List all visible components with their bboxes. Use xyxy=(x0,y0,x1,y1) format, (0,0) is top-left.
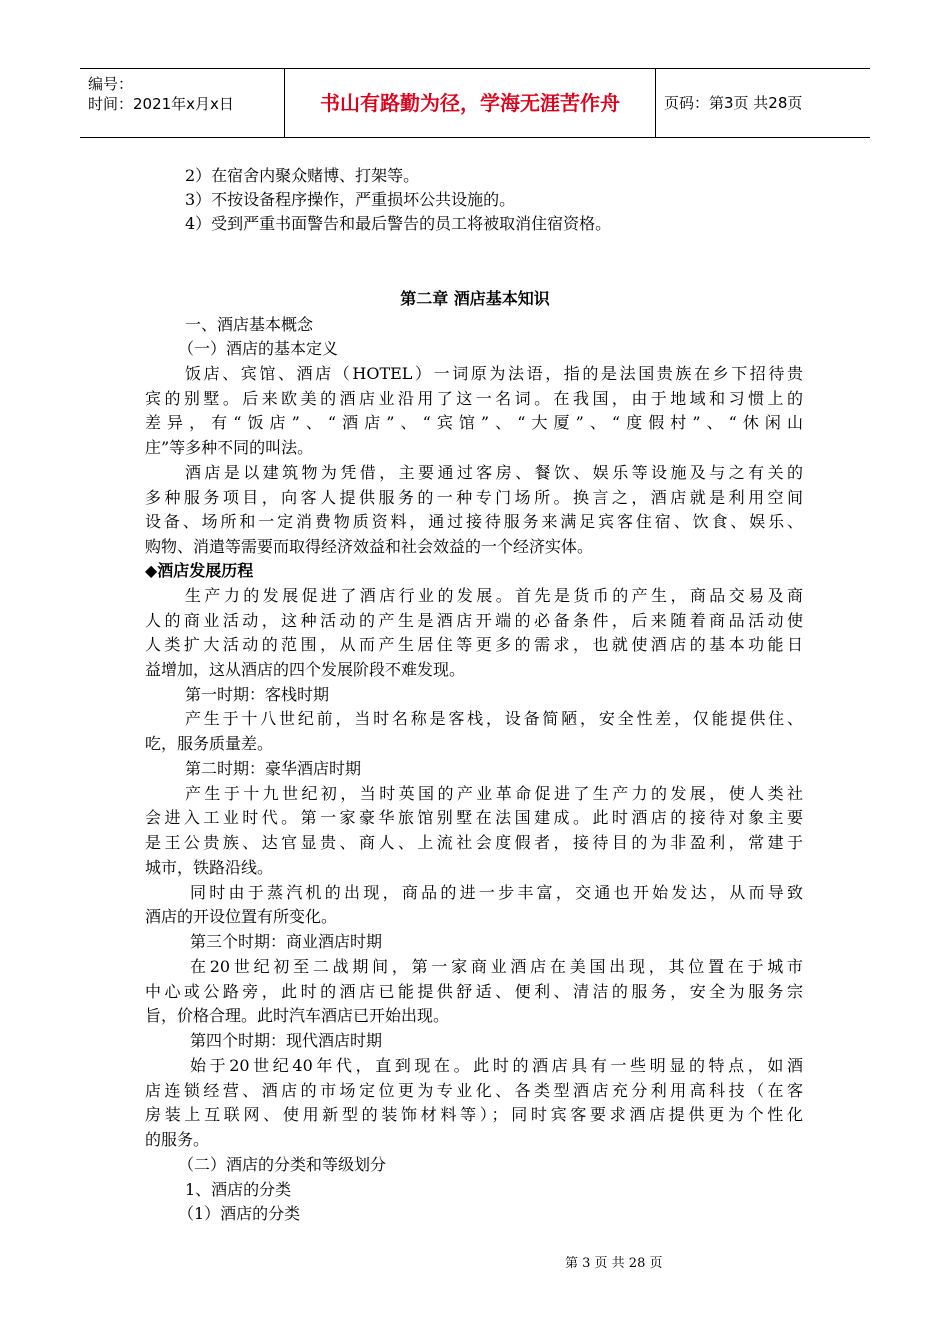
text-line: 酒店的开设位置有所变化。 xyxy=(145,907,338,926)
text-line: 庄”等多种不同的叫法。 xyxy=(145,438,314,457)
text-line: 1、酒店的分类 xyxy=(185,1180,292,1199)
section-heading: 一、酒店基本概念 xyxy=(185,315,314,334)
text-line: 人类扩大活动的范围，从而产生居住等更多的需求，也就使酒店的基本功能日 xyxy=(145,635,803,654)
period-heading: 第四个时期：现代酒店时期 xyxy=(190,1031,383,1050)
text-line: 益增加，这从酒店的四个发展阶段不难发现。 xyxy=(145,660,466,679)
header-page-info: 页码：第3页 共28页 xyxy=(664,94,803,112)
time-label: 时间：2021年x月x日 xyxy=(88,95,234,113)
document-header xyxy=(80,68,870,138)
text-line: （1）酒店的分类 xyxy=(178,1204,301,1223)
period-heading: 第一时期：客栈时期 xyxy=(185,685,330,704)
text-line: 旨，价格合理。此时汽车酒店已开始出现。 xyxy=(145,1006,450,1025)
text-line: 产生于十八世纪前，当时名称是客栈，设备简陋，安全性差，仅能提供住、 xyxy=(185,709,803,728)
text-line: 房装上互联网、使用新型的装饰材料等）；同时宾客要求酒店提供更为个性化 xyxy=(145,1105,803,1124)
chapter-title: 第二章 酒店基本知识 xyxy=(400,289,550,308)
period-heading: 第二时期：豪华酒店时期 xyxy=(185,759,362,778)
text-line: 生产力的发展促进了酒店行业的发展。首先是货币的产生，商品交易及商 xyxy=(185,586,803,605)
text-line: 中心或公路旁，此时的酒店已能提供舒适、便利、清洁的服务，安全为服务宗 xyxy=(145,982,803,1001)
subsection-heading: （一）酒店的基本定义 xyxy=(178,339,339,358)
text-line: 多种服务项目，向客人提供服务的一种专门场所。换言之，酒店就是利用空间 xyxy=(145,488,803,507)
subsection-heading: （二）酒店的分类和等级划分 xyxy=(178,1155,387,1174)
text-line: 饭店、宾馆、酒店（HOTEL）一词原为法语，指的是法国贵族在乡下招待贵 xyxy=(185,364,803,383)
header-motto: 书山有路勤为径，学海无涯苦作舟 xyxy=(320,91,620,115)
header-meta xyxy=(80,69,284,137)
bold-heading: ◆酒店发展历程 xyxy=(145,561,254,580)
header-divider xyxy=(655,69,656,137)
number-label: 编号： xyxy=(88,75,134,93)
text-line: 酒店是以建筑物为凭借，主要通过客房、餐饮、娱乐等设施及与之有关的 xyxy=(185,463,803,482)
text-line: 店连锁经营、酒店的市场定位更为专业化、各类型酒店充分利用高科技（在客 xyxy=(145,1081,803,1100)
page-footer: 第 3 页 共 28 页 xyxy=(565,1256,663,1271)
text-line: 始于20世纪40年代，直到现在。此时的酒店具有一些明显的特点，如酒 xyxy=(190,1056,803,1075)
text-line: 的服务。 xyxy=(145,1130,210,1149)
text-line: 差异，有“饭店”、“酒店”、“宾馆”、“大厦”、“度假村”、“休闲山 xyxy=(145,413,803,432)
text-line: 在20世纪初至二战期间，第一家商业酒店在美国出现，其位置在于城市 xyxy=(190,957,803,976)
text-line: 购物、消遣等需要而取得经济效益和社会效益的一个经济实体。 xyxy=(145,537,594,556)
text-line: 城市，铁路沿线。 xyxy=(145,858,274,877)
text-line: 设备、场所和一定消费物质资料，通过接待服务来满足宾客住宿、饮食、娱乐、 xyxy=(145,512,803,531)
text-line: 2）在宿舍内聚众赌博、打架等。 xyxy=(185,166,420,185)
period-heading: 第三个时期：商业酒店时期 xyxy=(190,932,383,951)
text-line: 宾的别墅。后来欧美的酒店业沿用了这一名词。在我国，由于地域和习惯上的 xyxy=(145,389,803,408)
text-line: 会进入工业时代。第一家豪华旅馆别墅在法国建成。此时酒店的接待对象主要 xyxy=(145,808,803,827)
text-line: 吃，服务质量差。 xyxy=(145,734,274,753)
text-line: 人的商业活动，这种活动的产生是酒店开端的必备条件，后来随着商品活动使 xyxy=(145,611,803,630)
text-line: 产生于十九世纪初，当时英国的产业革命促进了生产力的发展，使人类社 xyxy=(185,784,803,803)
text-line: 4）受到严重书面警告和最后警告的员工将被取消住宿资格。 xyxy=(185,214,612,233)
text-line: 3）不按设备程序操作，严重损坏公共设施的。 xyxy=(185,190,516,209)
text-line: 是王公贵族、达官显贵、商人、上流社会度假者，接待目的为非盈利，常建于 xyxy=(145,833,803,852)
text-line: 同时由于蒸汽机的出现，商品的进一步丰富，交通也开始发达，从而导致 xyxy=(190,883,803,902)
